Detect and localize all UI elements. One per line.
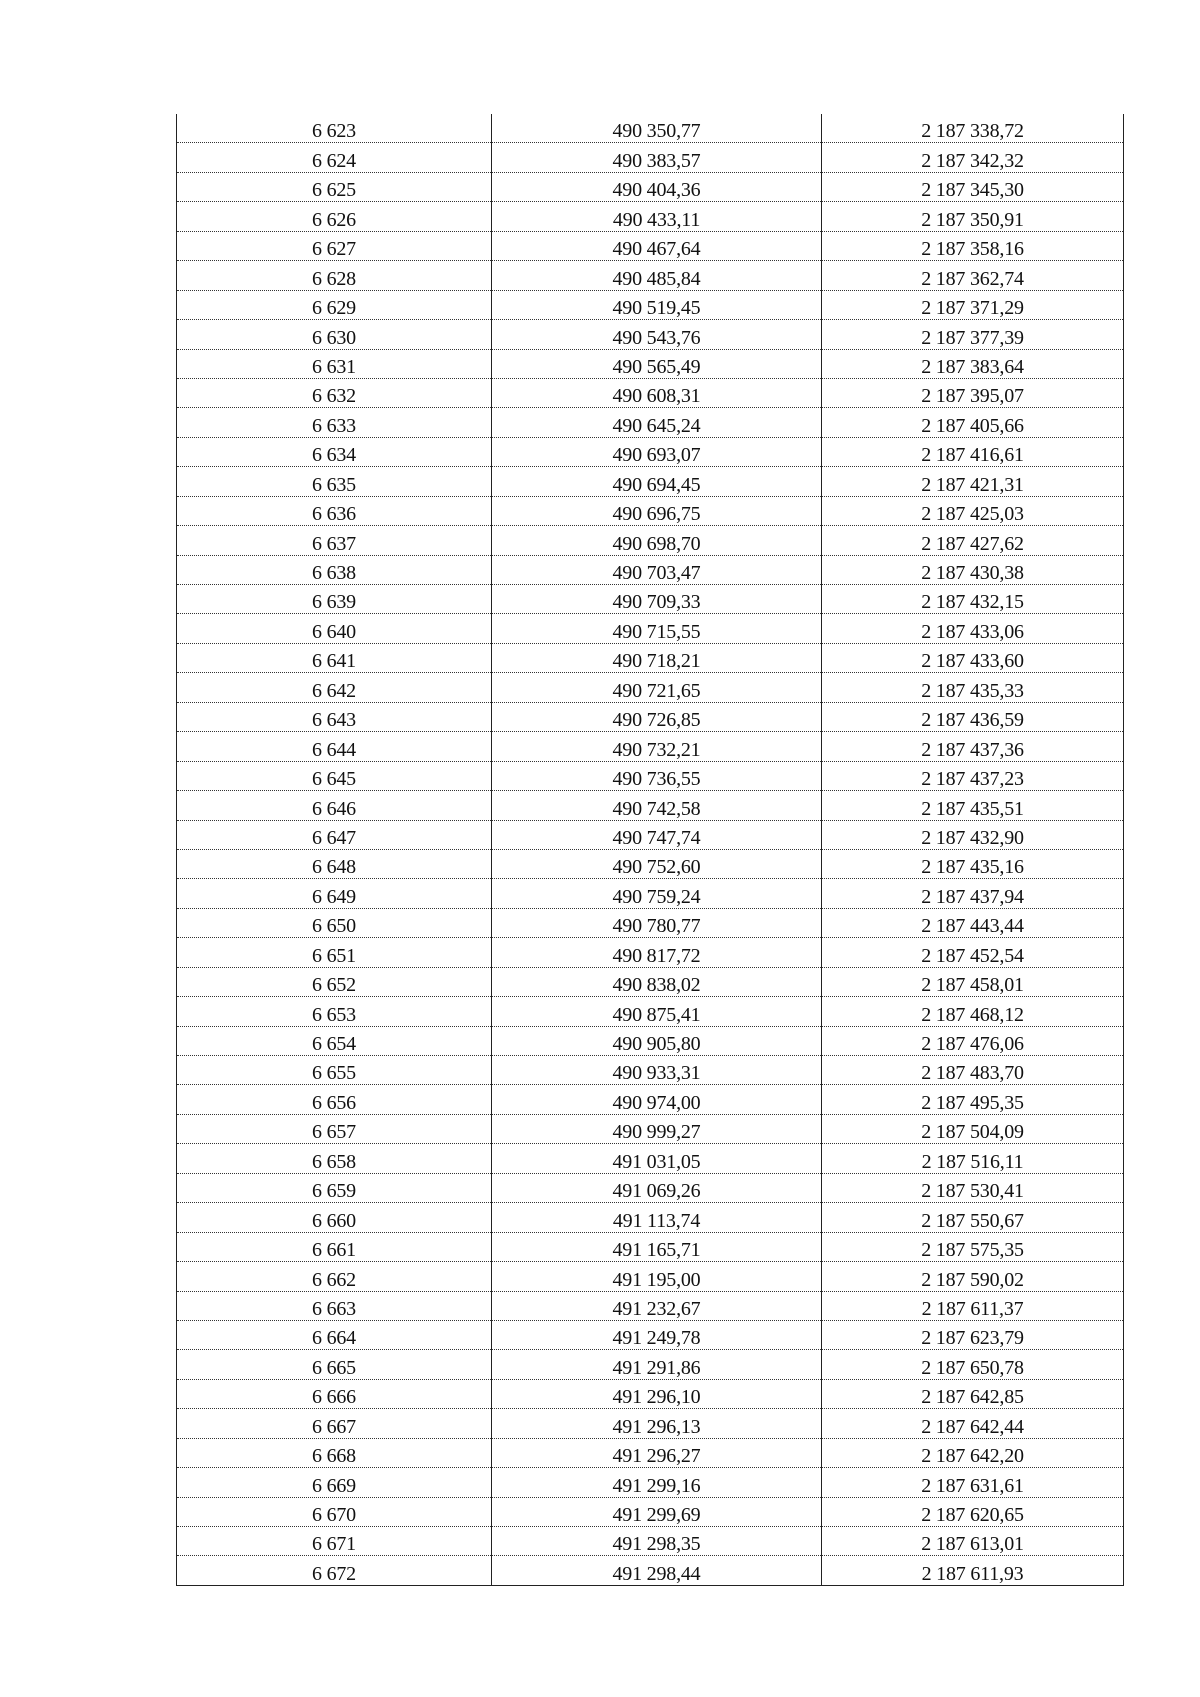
y-coordinate-cell: 2 187 468,12 [822,997,1124,1026]
y-coordinate-cell: 2 187 435,16 [822,849,1124,878]
x-coordinate-cell: 490 467,64 [492,231,822,260]
x-coordinate-cell: 490 742,58 [492,791,822,820]
x-coordinate-cell: 491 232,67 [492,1291,822,1320]
point-number-cell: 6 624 [177,143,492,172]
point-number-cell: 6 666 [177,1379,492,1408]
point-number-cell: 6 654 [177,1026,492,1055]
y-coordinate-cell: 2 187 458,01 [822,967,1124,996]
point-number-cell: 6 623 [177,114,492,143]
table-row [177,143,1124,172]
point-number-cell: 6 662 [177,1262,492,1291]
table-row [177,1350,1124,1379]
point-number-cell: 6 670 [177,1497,492,1526]
point-number-cell: 6 663 [177,1291,492,1320]
table-row [177,908,1124,937]
x-coordinate-cell: 490 519,45 [492,290,822,319]
y-coordinate-cell: 2 187 476,06 [822,1026,1124,1055]
point-number-cell: 6 658 [177,1144,492,1173]
point-number-cell: 6 633 [177,408,492,437]
y-coordinate-cell: 2 187 642,20 [822,1438,1124,1467]
table-row [177,496,1124,525]
y-coordinate-cell: 2 187 362,74 [822,261,1124,290]
point-number-cell: 6 664 [177,1320,492,1349]
x-coordinate-cell: 490 694,45 [492,467,822,496]
x-coordinate-cell: 490 565,49 [492,349,822,378]
table-row [177,585,1124,614]
y-coordinate-cell: 2 187 350,91 [822,202,1124,231]
x-coordinate-cell: 490 350,77 [492,114,822,143]
table-row [177,437,1124,466]
table-row [177,1114,1124,1143]
y-coordinate-cell: 2 187 358,16 [822,231,1124,260]
y-coordinate-cell: 2 187 437,23 [822,761,1124,790]
coordinates-table-body [177,114,1124,1585]
point-number-cell: 6 671 [177,1527,492,1556]
y-coordinate-cell: 2 187 421,31 [822,467,1124,496]
x-coordinate-cell: 491 296,10 [492,1379,822,1408]
table-row [177,673,1124,702]
x-coordinate-cell: 491 298,35 [492,1527,822,1556]
x-coordinate-cell: 490 433,11 [492,202,822,231]
point-number-cell: 6 667 [177,1409,492,1438]
y-coordinate-cell: 2 187 416,61 [822,437,1124,466]
table-row [177,997,1124,1026]
y-coordinate-cell: 2 187 427,62 [822,526,1124,555]
table-row [177,320,1124,349]
x-coordinate-cell: 490 718,21 [492,643,822,672]
table-row [177,702,1124,731]
y-coordinate-cell: 2 187 483,70 [822,1056,1124,1085]
x-coordinate-cell: 490 974,00 [492,1085,822,1114]
table-row [177,172,1124,201]
table-row [177,820,1124,849]
y-coordinate-cell: 2 187 504,09 [822,1114,1124,1143]
point-number-cell: 6 660 [177,1203,492,1232]
x-coordinate-cell: 490 383,57 [492,143,822,172]
x-coordinate-cell: 490 759,24 [492,879,822,908]
y-coordinate-cell: 2 187 611,93 [822,1556,1124,1585]
x-coordinate-cell: 491 298,44 [492,1556,822,1585]
table-row [177,1144,1124,1173]
point-number-cell: 6 641 [177,643,492,672]
y-coordinate-cell: 2 187 516,11 [822,1144,1124,1173]
table-row [177,408,1124,437]
table-row [177,1527,1124,1556]
point-number-cell: 6 645 [177,761,492,790]
table-row [177,849,1124,878]
point-number-cell: 6 649 [177,879,492,908]
y-coordinate-cell: 2 187 530,41 [822,1173,1124,1202]
x-coordinate-cell: 491 069,26 [492,1173,822,1202]
y-coordinate-cell: 2 187 338,72 [822,114,1124,143]
point-number-cell: 6 635 [177,467,492,496]
table-row [177,555,1124,584]
table-row [177,1056,1124,1085]
y-coordinate-cell: 2 187 437,94 [822,879,1124,908]
table-row [177,1232,1124,1261]
table-row [177,1262,1124,1291]
y-coordinate-cell: 2 187 631,61 [822,1468,1124,1497]
table-row [177,614,1124,643]
x-coordinate-cell: 490 736,55 [492,761,822,790]
table-row [177,261,1124,290]
y-coordinate-cell: 2 187 395,07 [822,378,1124,407]
point-number-cell: 6 648 [177,849,492,878]
table-row [177,732,1124,761]
x-coordinate-cell: 490 485,84 [492,261,822,290]
x-coordinate-cell: 490 905,80 [492,1026,822,1055]
table-row [177,1320,1124,1349]
point-number-cell: 6 653 [177,997,492,1026]
point-number-cell: 6 647 [177,820,492,849]
point-number-cell: 6 629 [177,290,492,319]
y-coordinate-cell: 2 187 405,66 [822,408,1124,437]
table-row [177,1468,1124,1497]
x-coordinate-cell: 490 693,07 [492,437,822,466]
table-row [177,1379,1124,1408]
y-coordinate-cell: 2 187 433,60 [822,643,1124,672]
y-coordinate-cell: 2 187 437,36 [822,732,1124,761]
point-number-cell: 6 642 [177,673,492,702]
table-row [177,1409,1124,1438]
table-row [177,879,1124,908]
table-row [177,114,1124,143]
point-number-cell: 6 669 [177,1468,492,1497]
point-number-cell: 6 634 [177,437,492,466]
table-row [177,1291,1124,1320]
point-number-cell: 6 656 [177,1085,492,1114]
y-coordinate-cell: 2 187 345,30 [822,172,1124,201]
table-row [177,467,1124,496]
y-coordinate-cell: 2 187 433,06 [822,614,1124,643]
point-number-cell: 6 651 [177,938,492,967]
y-coordinate-cell: 2 187 495,35 [822,1085,1124,1114]
table-row [177,791,1124,820]
y-coordinate-cell: 2 187 642,44 [822,1409,1124,1438]
point-number-cell: 6 628 [177,261,492,290]
point-number-cell: 6 637 [177,526,492,555]
y-coordinate-cell: 2 187 432,15 [822,585,1124,614]
y-coordinate-cell: 2 187 443,44 [822,908,1124,937]
x-coordinate-cell: 491 291,86 [492,1350,822,1379]
x-coordinate-cell: 491 296,13 [492,1409,822,1438]
table-row [177,290,1124,319]
x-coordinate-cell: 490 709,33 [492,585,822,614]
table-row [177,1026,1124,1055]
x-coordinate-cell: 490 732,21 [492,732,822,761]
x-coordinate-cell: 491 165,71 [492,1232,822,1261]
table-row [177,1556,1124,1585]
x-coordinate-cell: 490 715,55 [492,614,822,643]
x-coordinate-cell: 491 299,16 [492,1468,822,1497]
y-coordinate-cell: 2 187 590,02 [822,1262,1124,1291]
point-number-cell: 6 665 [177,1350,492,1379]
x-coordinate-cell: 491 113,74 [492,1203,822,1232]
x-coordinate-cell: 490 838,02 [492,967,822,996]
x-coordinate-cell: 491 299,69 [492,1497,822,1526]
y-coordinate-cell: 2 187 342,32 [822,143,1124,172]
x-coordinate-cell: 491 296,27 [492,1438,822,1467]
table-row [177,231,1124,260]
point-number-cell: 6 627 [177,231,492,260]
y-coordinate-cell: 2 187 432,90 [822,820,1124,849]
y-coordinate-cell: 2 187 550,67 [822,1203,1124,1232]
y-coordinate-cell: 2 187 452,54 [822,938,1124,967]
point-number-cell: 6 668 [177,1438,492,1467]
x-coordinate-cell: 490 780,77 [492,908,822,937]
y-coordinate-cell: 2 187 430,38 [822,555,1124,584]
y-coordinate-cell: 2 187 435,51 [822,791,1124,820]
y-coordinate-cell: 2 187 371,29 [822,290,1124,319]
table-row [177,1497,1124,1526]
y-coordinate-cell: 2 187 435,33 [822,673,1124,702]
table-row [177,938,1124,967]
x-coordinate-cell: 490 645,24 [492,408,822,437]
point-number-cell: 6 632 [177,378,492,407]
point-number-cell: 6 643 [177,702,492,731]
y-coordinate-cell: 2 187 613,01 [822,1527,1124,1556]
y-coordinate-cell: 2 187 383,64 [822,349,1124,378]
y-coordinate-cell: 2 187 425,03 [822,496,1124,525]
point-number-cell: 6 626 [177,202,492,231]
x-coordinate-cell: 491 195,00 [492,1262,822,1291]
point-number-cell: 6 657 [177,1114,492,1143]
point-number-cell: 6 661 [177,1232,492,1261]
x-coordinate-cell: 490 999,27 [492,1114,822,1143]
x-coordinate-cell: 490 752,60 [492,849,822,878]
x-coordinate-cell: 490 933,31 [492,1056,822,1085]
table-row [177,202,1124,231]
point-number-cell: 6 631 [177,349,492,378]
table-row [177,378,1124,407]
point-number-cell: 6 644 [177,732,492,761]
point-number-cell: 6 639 [177,585,492,614]
x-coordinate-cell: 490 817,72 [492,938,822,967]
y-coordinate-cell: 2 187 623,79 [822,1320,1124,1349]
point-number-cell: 6 638 [177,555,492,584]
point-number-cell: 6 625 [177,172,492,201]
point-number-cell: 6 640 [177,614,492,643]
x-coordinate-cell: 490 726,85 [492,702,822,731]
x-coordinate-cell: 491 031,05 [492,1144,822,1173]
table-row [177,526,1124,555]
point-number-cell: 6 630 [177,320,492,349]
y-coordinate-cell: 2 187 377,39 [822,320,1124,349]
point-number-cell: 6 655 [177,1056,492,1085]
table-row [177,643,1124,672]
y-coordinate-cell: 2 187 620,65 [822,1497,1124,1526]
point-number-cell: 6 646 [177,791,492,820]
table-row [177,1173,1124,1202]
point-number-cell: 6 672 [177,1556,492,1585]
x-coordinate-cell: 490 875,41 [492,997,822,1026]
table-row [177,967,1124,996]
x-coordinate-cell: 490 608,31 [492,378,822,407]
y-coordinate-cell: 2 187 611,37 [822,1291,1124,1320]
x-coordinate-cell: 490 721,65 [492,673,822,702]
x-coordinate-cell: 490 404,36 [492,172,822,201]
x-coordinate-cell: 490 696,75 [492,496,822,525]
table-row [177,1438,1124,1467]
x-coordinate-cell: 490 747,74 [492,820,822,849]
x-coordinate-cell: 491 249,78 [492,1320,822,1349]
point-number-cell: 6 650 [177,908,492,937]
x-coordinate-cell: 490 703,47 [492,555,822,584]
table-row [177,1203,1124,1232]
point-number-cell: 6 652 [177,967,492,996]
point-number-cell: 6 659 [177,1173,492,1202]
coordinates-table [176,114,1124,1586]
y-coordinate-cell: 2 187 436,59 [822,702,1124,731]
point-number-cell: 6 636 [177,496,492,525]
table-row [177,1085,1124,1114]
x-coordinate-cell: 490 698,70 [492,526,822,555]
x-coordinate-cell: 490 543,76 [492,320,822,349]
y-coordinate-cell: 2 187 642,85 [822,1379,1124,1408]
table-row [177,349,1124,378]
table-row [177,761,1124,790]
y-coordinate-cell: 2 187 650,78 [822,1350,1124,1379]
y-coordinate-cell: 2 187 575,35 [822,1232,1124,1261]
